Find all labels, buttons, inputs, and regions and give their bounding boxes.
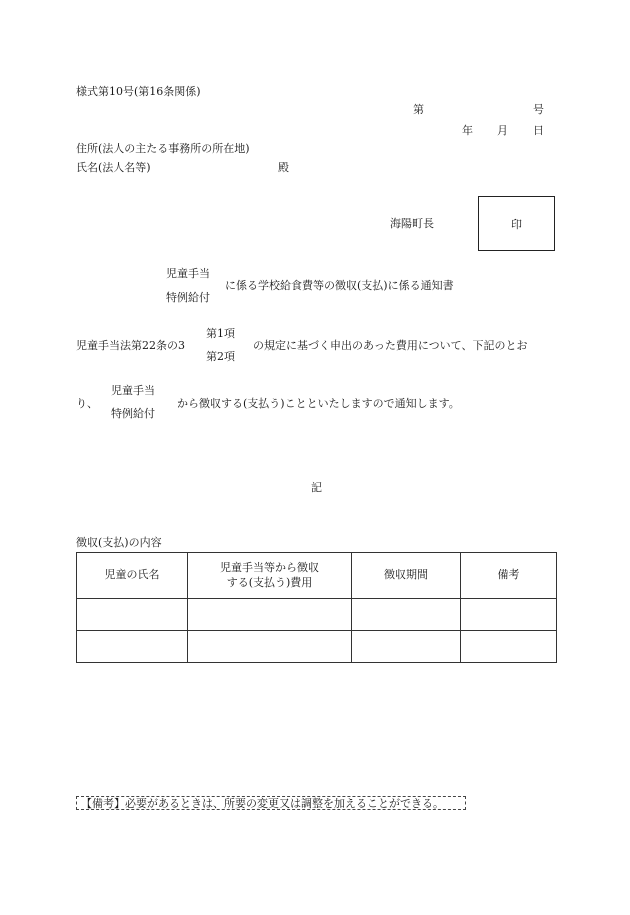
name-label: 氏名(法人名等) [76, 161, 151, 174]
body-line-1: の規定に基づく申出のあった費用について、下記のとお [253, 339, 528, 352]
date-month: 月 [497, 124, 508, 137]
remarks-note-text: 【備考】必要があるときは、所要の変更又は調整を加えることができる。 [81, 797, 444, 810]
clause-1: 第1項 [206, 327, 235, 340]
heading-option-child-allowance: 児童手当 [166, 267, 210, 280]
doc-number-prefix: 第 [413, 103, 424, 116]
header-child-name: 児童の氏名 [77, 553, 188, 599]
seal-mark: 印 [511, 217, 522, 231]
cell-period [352, 599, 461, 631]
body-line-2: から徴収する(支払う)ことといたしますので通知します。 [177, 397, 460, 410]
table-row [77, 599, 557, 631]
cell-child-name [77, 599, 188, 631]
law-reference: 児童手当法第22条の3 [76, 339, 185, 352]
honorific: 殿 [278, 161, 289, 174]
cell-period [352, 631, 461, 663]
header-cost-text: 児童手当等から徴収 する(支払う)費用 [220, 560, 319, 589]
table-row [77, 631, 557, 663]
header-cost [188, 553, 352, 599]
body-option-child-allowance: 児童手当 [111, 384, 155, 397]
doc-number-suffix: 号 [533, 103, 544, 116]
remarks-note [76, 796, 466, 810]
cell-cost [188, 599, 352, 631]
cell-remarks [461, 599, 557, 631]
table-header-row [77, 553, 557, 599]
form-number: 様式第10号(第16条関係) [76, 85, 201, 98]
body-option-special-benefit: 特例給付 [111, 407, 155, 420]
cell-child-name [77, 631, 188, 663]
heading-option-special-benefit: 特例給付 [166, 291, 210, 304]
clause-2: 第2項 [206, 350, 235, 363]
ki-marker: 記 [311, 481, 322, 494]
document-title: に係る学校給食費等の徴収(支払)に係る通知書 [225, 279, 454, 292]
date-year: 年 [462, 124, 473, 137]
header-period: 徴収期間 [352, 553, 461, 599]
cell-cost [188, 631, 352, 663]
details-table [76, 552, 557, 663]
body-line-2-start: り、 [76, 397, 98, 410]
address-label: 住所(法人の主たる事務所の所在地) [76, 142, 250, 155]
section-title: 徴収(支払)の内容 [76, 536, 162, 549]
header-remarks: 備考 [461, 553, 557, 599]
cell-remarks [461, 631, 557, 663]
date-day: 日 [533, 124, 544, 137]
seal-box [478, 196, 555, 251]
issuer-title: 海陽町長 [390, 217, 434, 230]
